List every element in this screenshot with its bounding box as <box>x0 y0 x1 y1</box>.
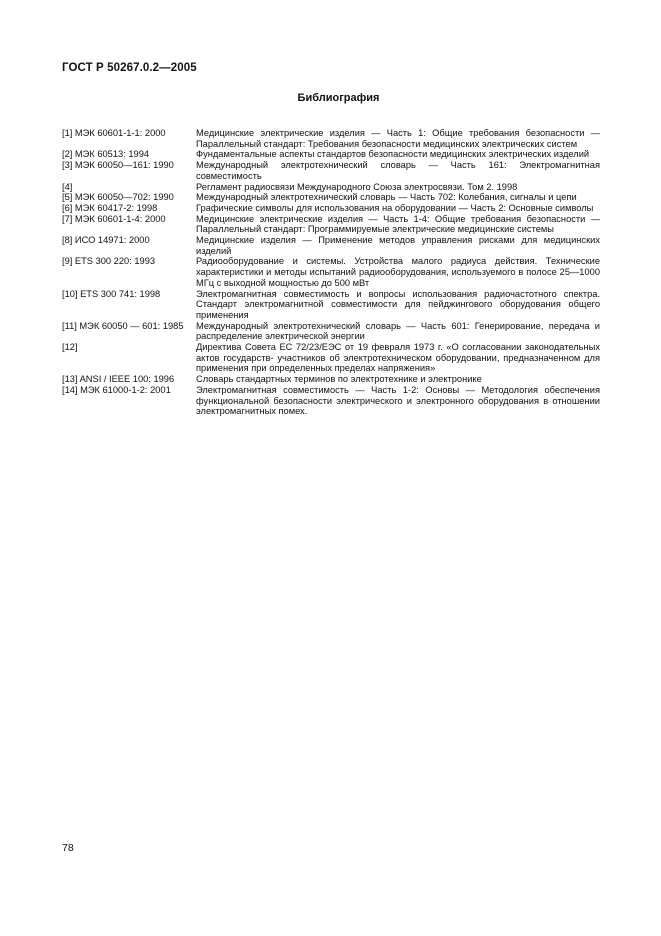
bibliography-reference: [14] МЭК 61000-1-2: 2001 <box>62 384 171 395</box>
bibliography-text: Фундаментальные аспекты стандартов безопасности медицинских электрических изделий <box>196 149 590 160</box>
bibliography-entry <box>62 256 600 288</box>
bibliography-entry <box>62 342 600 374</box>
bibliography-text: Международный электротехнический словарь — Часть 161: Электромагнитная совместимость <box>196 160 600 181</box>
bibliography-text: Графические символы для использования на оборудовании — Часть 2: Основные символы <box>196 202 594 213</box>
bibliography-text: Медицинские электрические изделия — Часть 1: Общие требования безопасности — Параллельный стандарт: Требования безопасности медицинских электрических систем <box>196 128 600 149</box>
bibliography-text: Электромагнитная совместимость и вопросы использования радиочастотного спектра. Стандарт электромагнитной совместимости для пейджингового оборудования общего применения <box>196 288 600 320</box>
page-number: 78 <box>62 842 74 854</box>
bibliography-text: Медицинские электрические изделия — Часть 1-4: Общие требования безопасности — Параллельный стандарт: Программируемые электрические медицинские системы <box>196 213 600 235</box>
bibliography-text: Международный электротехнический словарь — Часть 702: Колебания, сигналы и цепи <box>196 192 577 203</box>
bibliography-reference: [7] МЭК 60601-1-4: 2000 <box>62 213 166 224</box>
bibliography-reference: [9] ETS 300 220: 1993 <box>62 256 156 267</box>
bibliography-list <box>62 128 600 417</box>
bibliography-reference: [8] ИСО 14971: 2000 <box>62 235 150 246</box>
bibliography-reference: [12] <box>62 342 78 353</box>
bibliography-reference: [5] МЭК 60050—702: 1990 <box>62 192 174 203</box>
bibliography-text: Медицинские изделия — Применение методов управления рисками для медицинских изделий <box>196 235 600 256</box>
bibliography-reference: [13] ANSI / IEEE 100: 1996 <box>62 374 175 385</box>
bibliography-reference: [4] <box>62 181 73 192</box>
bibliography-text: Директива Совета ЕС 72/23/ЕЭС от 19 февраля 1973 г. «О согласовании законодательных актов государств- участников об электротехническом оборудовании, предназначенном для применения при определенных пределах напряжения» <box>196 342 600 374</box>
section-title: Библиография <box>297 92 380 104</box>
bibliography-entry <box>62 149 600 160</box>
bibliography-entry <box>62 289 600 321</box>
bibliography-entry <box>62 235 600 256</box>
bibliography-text: Словарь стандартных терминов по электротехнике и электронике <box>196 374 482 385</box>
bibliography-entry <box>62 192 600 203</box>
bibliography-text: Регламент радиосвязи Международного Союза электросвязи. Том 2. 1998 <box>196 181 518 192</box>
bibliography-entry <box>62 214 600 235</box>
bibliography-entry <box>62 385 600 417</box>
bibliography-entry <box>62 182 600 193</box>
bibliography-text: Международный электротехнический словарь — Часть 601: Генерирование, передача и распределение электрической энергии <box>196 320 600 342</box>
bibliography-text: Радиооборудование и системы. Устройства малого радиуса действия. Технические характеристики и методы испытаний радиооборудования, используемого в полосе 25—1000 МГц с выходной мощностью до 500 мВт <box>196 256 600 288</box>
document-header: ГОСТ Р 50267.0.2—2005 <box>62 62 197 74</box>
bibliography-entry <box>62 321 600 342</box>
bibliography-reference: [1] МЭК 60601-1-1: 2000 <box>62 128 166 138</box>
bibliography-entry <box>62 374 600 385</box>
bibliography-entry <box>62 128 600 149</box>
bibliography-reference: [11] МЭК 60050 — 601: 1985 <box>62 320 184 331</box>
bibliography-reference: [3] МЭК 60050—161: 1990 <box>62 160 174 171</box>
bibliography-entry <box>62 160 600 181</box>
bibliography-text: Электромагнитная совместимость — Часть 1-2: Основы — Методология обеспечения функциональной безопасности электрического и электронного оборудования в отношении электромагнитных помех. <box>196 384 600 417</box>
bibliography-reference: [2] МЭК 60513: 1994 <box>62 149 150 160</box>
bibliography-reference: [10] ETS 300 741: 1998 <box>62 288 161 299</box>
bibliography-reference: [6] МЭК 60417-2: 1998 <box>62 202 158 213</box>
bibliography-entry <box>62 203 600 214</box>
